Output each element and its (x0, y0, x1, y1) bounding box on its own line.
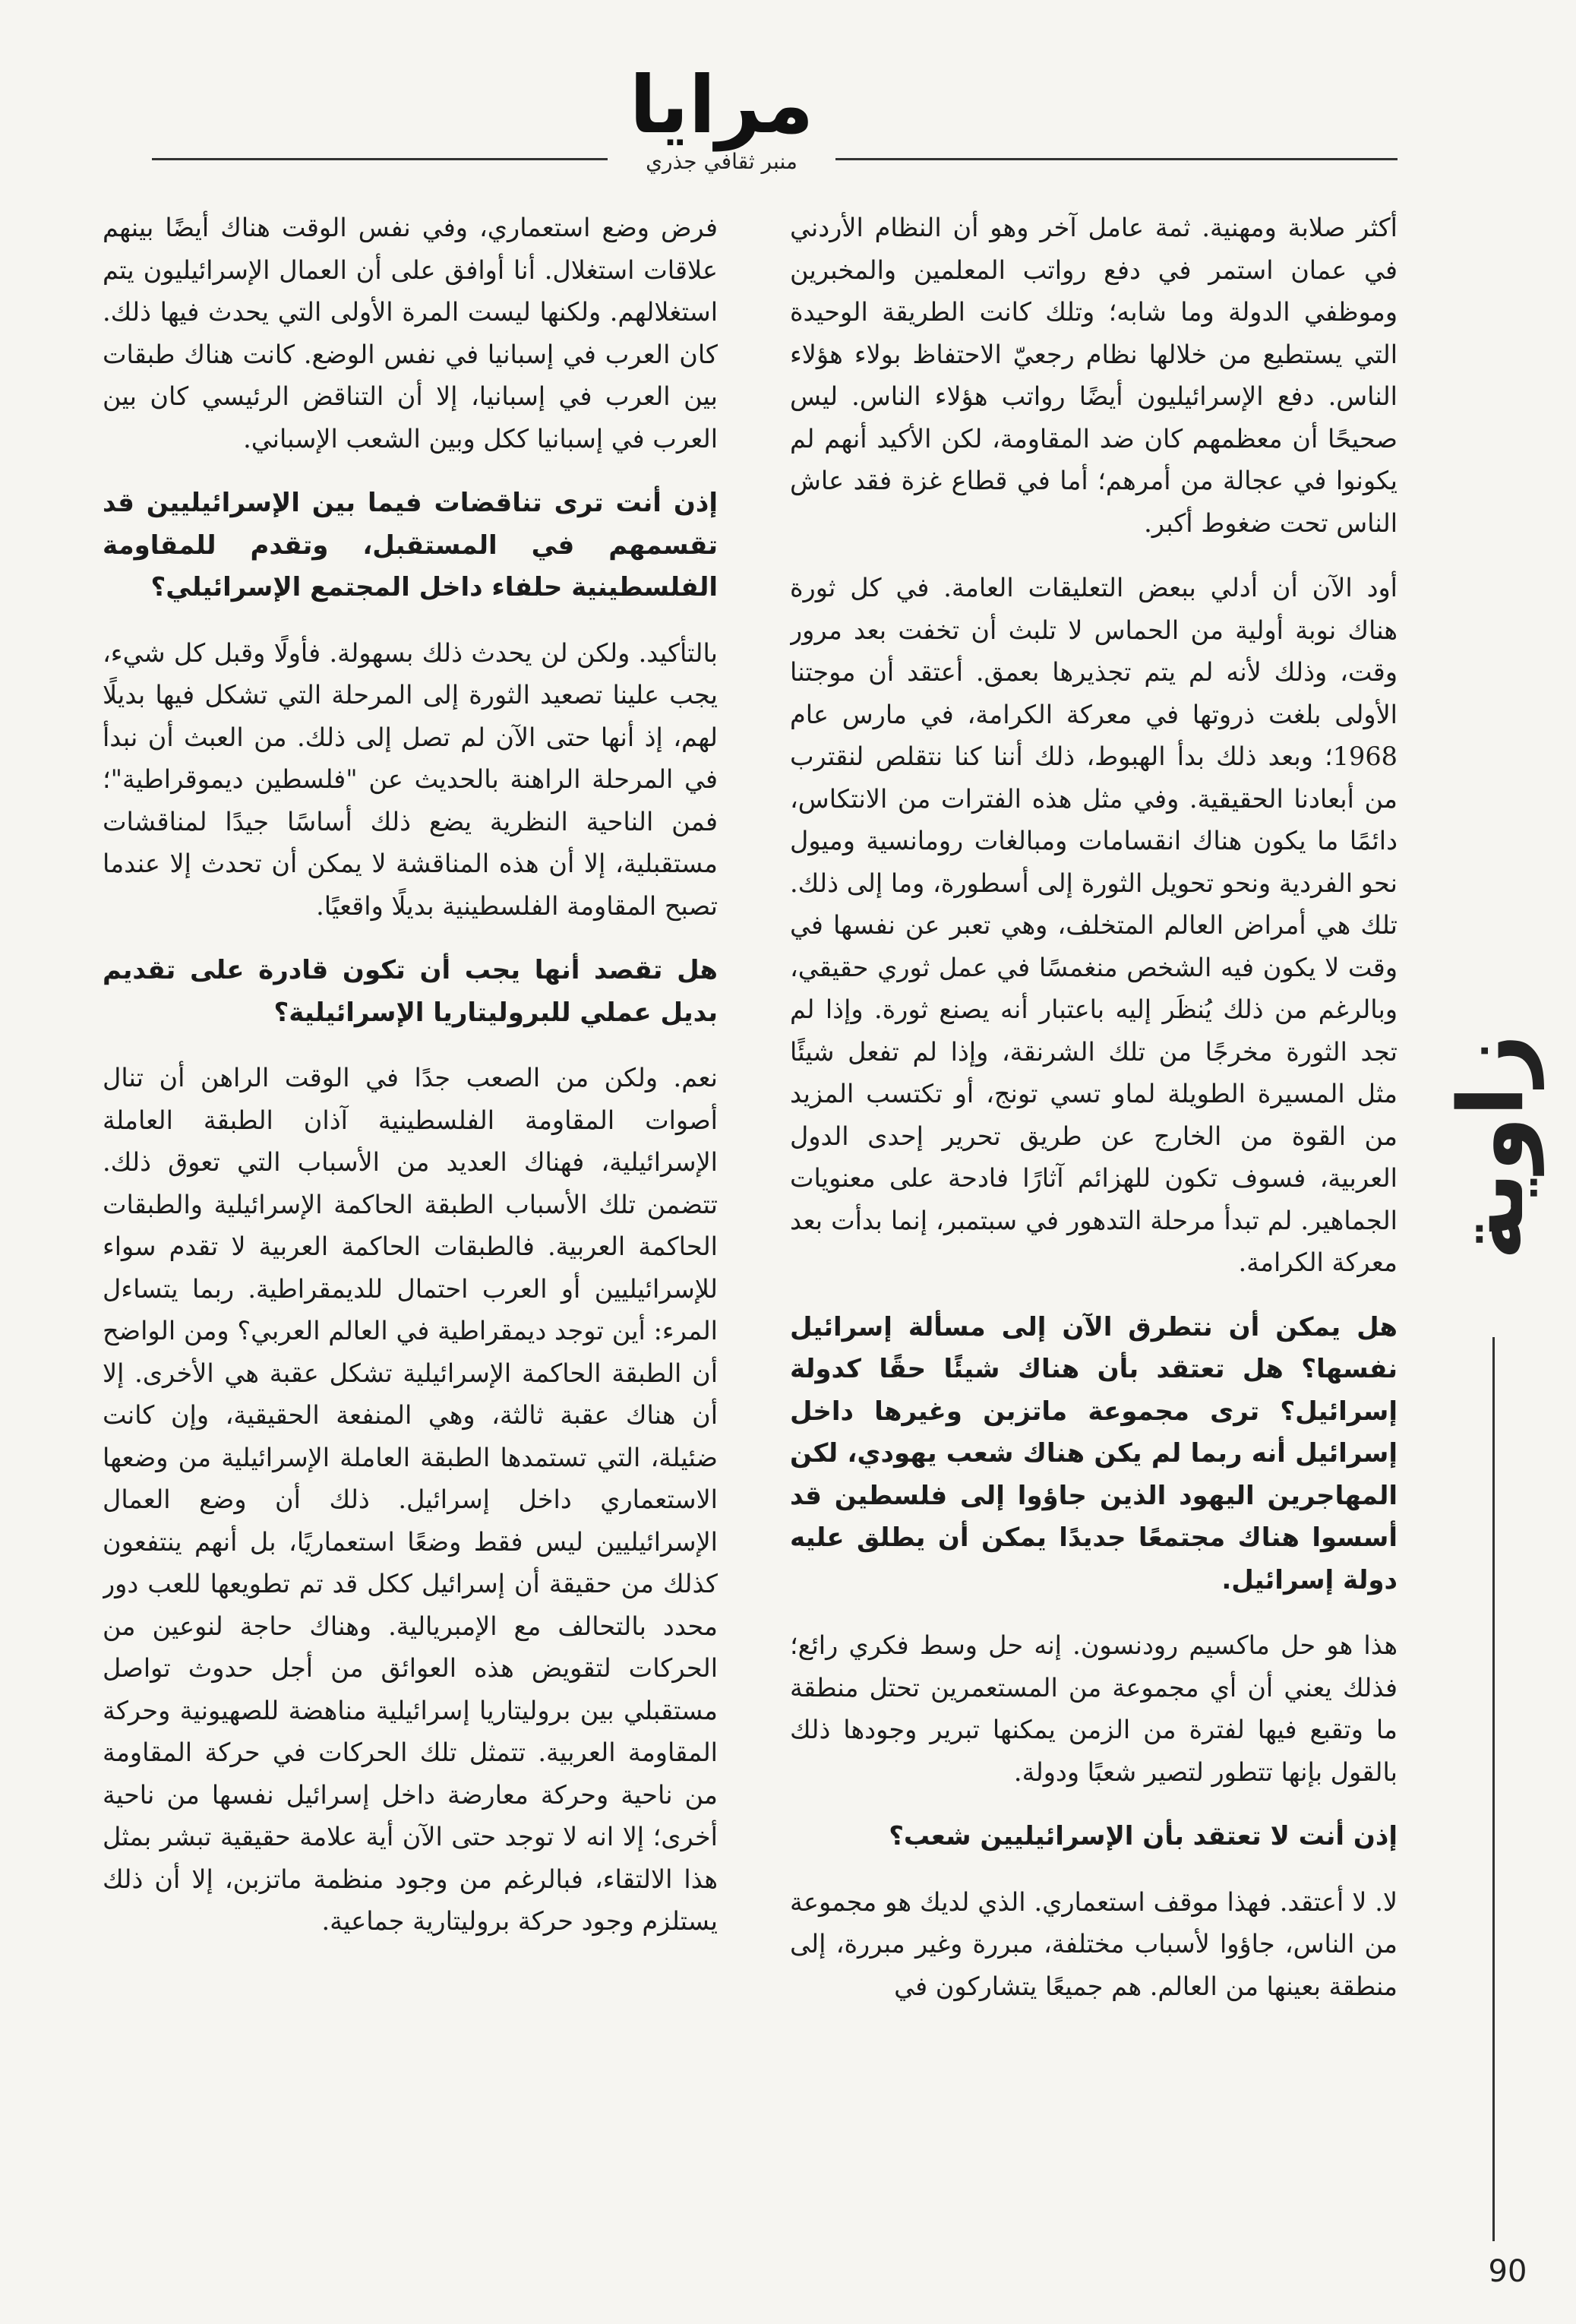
answer-paragraph: لا. لا أعتقد. فهذا موقف استعماري. الذي لديك هو مجموعة من الناس، جاؤوا لأسباب مختلفة، مبررة وغير مبررة، إلى منطقة بعينها من العالم. هم جميعًا يتشاركون في (790, 1886, 1398, 2001)
masthead-rule-left (152, 158, 608, 160)
section-rule (1492, 1337, 1495, 2241)
question-paragraph: هل يمكن أن نتطرق الآن إلى مسألة إسرائيل نفسها؟ هل تعتقد بأن هناك شيئًا حقًا كدولة إسرائيل؟ ترى مجموعة ماتزبن وغيرها داخل إسرائيل أنه ربما لم يكن هناك شعب يهودي، لكن المهاجرين اليهود الذين جاؤوا إلى فلسطين قد أسسوا هناك مجتمعًا جديدًا يمكن أن يطلق عليه دولة إسرائيل. (790, 1311, 1398, 1595)
answer-paragraph: بالتأكيد. ولكن لن يحدث ذلك بسهولة. فأولًا وقبل كل شيء، يجب علينا تصعيد الثورة إلى المرحلة التي تشكل فيها بديلًا لهم، إذ أنها حتى الآن لم تصل إلى ذلك. من العبث أن نبدأ في المرحلة الراهنة بالحديث عن "فلسطين ديموقراطية"؛ فمن الناحية النظرية يضع ذلك أساسًا جيدًا لمناقشات مستقبلية، إلا أن هذه المناقشة لا يمكن أن تحدث إلا عندما تصبح المقاومة الفلسطينية بديلًا واقعيًا. (103, 637, 718, 921)
magazine-subtitle: منبر ثقافي جذري (646, 149, 797, 174)
answer-paragraph: هذا هو حل ماكسيم رودنسون. إنه حل وسط فكري رائع؛ فذلك يعني أن أي مجموعة من المستعمرين تحتل منطقة ما وتقبع فيها لفترة من الزمن يمكنها تبرير وجودها ذلك بالقول بإنها تتطور لتصير شعبًا ودولة. (790, 1630, 1398, 1787)
question-paragraph: إذن أنت ترى تناقضات فيما بين الإسرائيليين قد تقسمهم في المستقبل، وتقدم للمقاومة الفلسطينية حلفاء داخل المجتمع الإسرائيلي؟ (103, 488, 718, 602)
masthead-rule-right (835, 158, 1398, 160)
masthead (0, 58, 1576, 175)
right-column (790, 207, 1398, 2258)
question-paragraph: إذن أنت لا تعتقد بأن الإسرائيليين شعب؟ (889, 1821, 1398, 1851)
section-label (1434, 980, 1548, 1314)
page-number: 90 (1488, 2254, 1527, 2289)
answer-paragraph: أكثر صلابة ومهنية. ثمة عامل آخر وهو أن النظام الأردني في عمان استمر في دفع رواتب المعلمين والمخبرين وموظفي الدولة وما شابه؛ وتلك كانت الطريقة الوحيدة التي يستطيع من خلالها نظام رجعيّ الاحتفاظ بولاء هؤلاء الناس. دفع الإسرائيليون أيضًا رواتب هؤلاء الناس. ليس صحيحًا أن معظمهم كان ضد المقاومة، لكن الأكيد أنهم لم يكونوا في عجالة من أمرهم؛ أما في قطاع غزة فقد عاش الناس تحت ضغوط أكبر. (790, 213, 1398, 538)
question-paragraph: هل تقصد أنها يجب أن تكون قادرة على تقديم بديل عملي للبروليتاريا الإسرائيلية؟ (103, 955, 718, 1028)
answer-paragraph: فرض وضع استعماري، وفي نفس الوقت هناك أيضًا بينهم علاقات استغلال. أنا أوافق على أن العمال الإسرائيليون يتم استغلالهم. ولكنها ليست المرة الأولى التي يحدث فيها ذلك. كان العرب في إسبانيا في نفس الوضع. كانت هناك طبقات بين العرب في إسبانيا، إلا أن التناقض الرئيسي كان بين العرب في إسبانيا ككل وبين الشعب الإسباني. (103, 213, 718, 454)
section-label-text: زاوية (1439, 1034, 1543, 1260)
magazine-title: مرايا (629, 58, 814, 151)
answer-paragraph: أود الآن أن أدلي ببعض التعليقات العامة. في كل ثورة هناك نوبة أولية من الحماس لا تلبث أن تخفت بعد مرور وقت، وذلك لأنه لم يتم تجذيرها بعمق. أعتقد أن موجتنا الأولى بلغت ذروتها في معركة الكرامة، في مارس عام 1968؛ وبعد ذلك بدأ الهبوط، ذلك أننا كنا نتقلص لنقترب من أبعادنا الحقيقية. وفي مثل هذه الفترات من الانتكاس، دائمًا ما يكون هناك انقسامات ومبالغات رومانسية وميول نحو الفردية ونحو تحويل الثورة إلى أسطورة، وما إلى ذلك. تلك هي أمراض العالم المتخلف، وهي تعبر عن نفسها في وقت لا يكون فيه الشخص منغمسًا في عمل ثوري حقيقي، وبالرغم من ذلك يُنظَر إليه باعتبار أنه يصنع ثورة. وإذا لم تجد الثورة مخرجًا من تلك الشرنقة، وإذا لم تفعل شيئًا مثل المسيرة الطويلة لماو تسي تونج، أو تكتسب المزيد من القوة من الخارج عن طريق تحرير إحدى الدول العربية، فسوف تكون للهزائم آثارًا فادحة على معنويات الجماهير. لم تبدأ مرحلة التدهور في سبتمبر، إنما بدأت بعد معركة الكرامة. (790, 573, 1398, 1277)
answer-paragraph: نعم. ولكن من الصعب جدًا في الوقت الراهن أن تنال أصوات المقاومة الفلسطينية آذان الطبقة العاملة الإسرائيلية، فهناك العديد من الأسباب التي تعوق ذلك. تتضمن تلك الأسباب الطبقة الحاكمة الإسرائيلية والطبقات الحاكمة العربية. فالطبقات الحاكمة العربية لا تقدم سواء للإسرائيليين أو العرب احتمال للديمقراطية. ربما يتساءل المرء: أين توجد ديمقراطية في العالم العربي؟ ومن الواضح أن الطبقة الحاكمة الإسرائيلية تشكل عقبة هي الأخرى. إلا أن هناك عقبة ثالثة، وهي المنفعة الحقيقية، وإن كانت ضئيلة، التي تستمدها الطبقة العاملة الإسرائيلية من وضعها الاستعماري داخل إسرائيل. ذلك أن وضع العمال الإسرائيليين ليس فقط وضعًا استعماريًا، بل أنهم ينتفعون كذلك من حقيقة أن إسرائيل ككل قد تم تطويعها للعب دور محدد بالتحالف مع الإمبريالية. وهناك حاجة لنوعين من الحركات لتقويض هذه العوائق من أجل حدوث تواصل مستقبلي بين بروليتاريا إسرائيلية مناهضة للصهيونية وحركة المقاومة العربية. تتمثل تلك الحركات في حركة المقاومة من ناحية وحركة معارضة داخل إسرائيل نفسها من ناحية أخرى؛ إلا انه لا توجد حتى الآن أية علامة حقيقية تبشر بمثل هذا الالتقاء، فبالرغم من وجود منظمة ماتزبن، إلا أن ذلك يستلزم وجود حركة بروليتارية جماعية. (103, 1063, 718, 1936)
left-column (103, 207, 718, 2258)
